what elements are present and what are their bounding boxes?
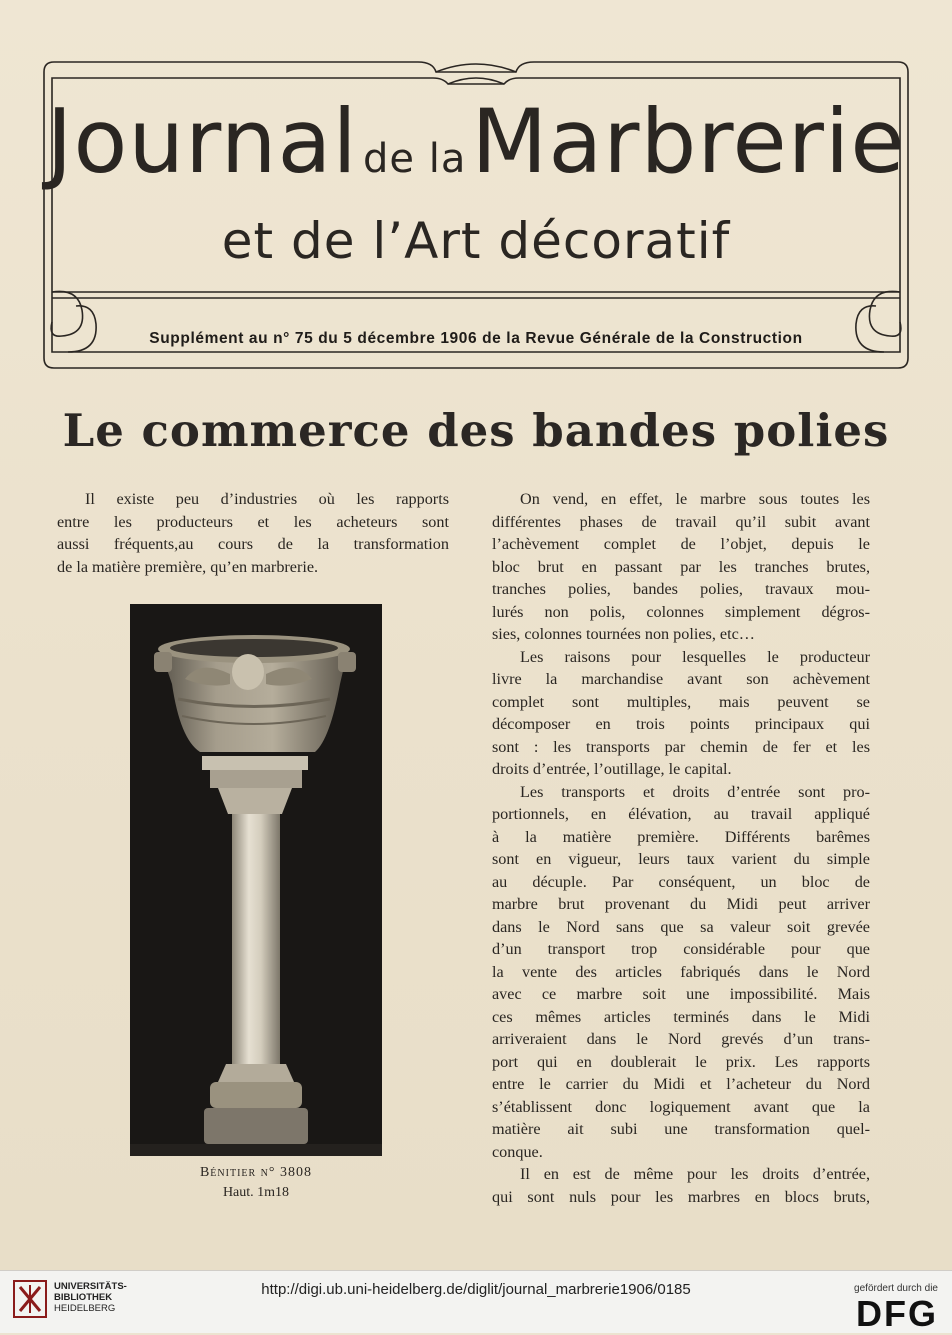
text-line: tranches polies, bandes polies, travaux mou- [492, 580, 870, 598]
left-paragraph [57, 488, 449, 578]
text-line: sies, colonnes tournées non polies, etc… [492, 625, 755, 643]
text-line: aussi fréquents,au cours de la transformation [57, 535, 449, 553]
caption-title: Bénitier n° 3808 [199, 1165, 313, 1180]
text-line: avec ce marbre soit une impossibilité. Mais [492, 985, 870, 1003]
title-marbrerie: Marbrerie [471, 90, 906, 193]
journal-subtitle: et de l’Art décoratif [221, 212, 731, 270]
text-line: port qui en doublerait le prix. Les rapports [492, 1052, 870, 1071]
left-column [57, 488, 449, 578]
photo-caption [130, 1163, 382, 1203]
right-paragraph-1 [492, 488, 870, 646]
text-line: marbre brut provenant du Midi peut arriver [492, 895, 870, 913]
text-line: la vente des articles fabriqués dans le Nord [492, 962, 870, 981]
dfg-logo: DFG [856, 1293, 938, 1334]
title-journal: Journal [46, 90, 358, 193]
text-line: Les transports et droits d’entrée sont pro- [520, 782, 870, 801]
text-line: conque. [492, 1142, 543, 1161]
text-line: complet sont multiples, mais peuvent se [492, 692, 870, 711]
text-line: arriveraient dans le Nord grevés d’un trans- [492, 1030, 870, 1048]
supplement-line: Supplément au n° 75 du 5 décembre 1906 de la Revue Générale de la Construction [149, 330, 803, 347]
text-line: de la matière première, qu’en marbrerie. [57, 557, 319, 576]
text-line: Il existe peu d’industries où les rapports [85, 490, 449, 508]
text-line: entre les producteurs et les acheteurs sont [57, 512, 449, 531]
text-line: On vend, en effet, le marbre sous toutes les [520, 490, 870, 508]
right-paragraph-2 [492, 646, 870, 781]
right-column [492, 488, 870, 1208]
text-line: différentes phases de travail qu’il subit avant [492, 512, 870, 531]
text-line: au décuple. Par conséquent, un bloc de [492, 872, 870, 891]
text-line: ces mêmes articles terminés dans le Midi [492, 1007, 870, 1026]
journal-title [38, 90, 914, 193]
text-line: d’un transport trop considérable pour que [492, 940, 870, 958]
text-line: matière ait subi une transformation quel- [492, 1120, 870, 1138]
permalink-url[interactable]: http://digi.ub.uni-heidelberg.de/diglit/journal_marbrerie1906/0185 [261, 1281, 691, 1298]
text-line: l’achèvement complet de l’objet, depuis le [492, 535, 870, 553]
text-line: qui sont nuls pour les marbres en blocs bruts, [492, 1187, 870, 1206]
uni-line1: UNIVERSITÄTS- [54, 1281, 127, 1292]
text-line: décomposer en trois points principaux qui [492, 715, 870, 733]
text-line: portionnels, en élévation, au travail appliqué [492, 805, 870, 823]
holy-water-font-illustration [130, 604, 382, 1156]
benitier-photo [130, 604, 382, 1156]
caption-height: Haut. 1m18 [222, 1185, 290, 1200]
text-line: Il en est de même pour les droits d’entrée, [520, 1165, 870, 1183]
text-line: droits d’entrée, l’outillage, le capital. [492, 760, 732, 778]
masthead [38, 52, 914, 378]
text-line: dans le Nord sans que sa valeur soit grevée [492, 917, 870, 936]
text-line: sont : les transports par chemin de fer et les [492, 737, 870, 756]
text-line: bloc brut en passant par les tranches brutes, [492, 557, 870, 576]
right-paragraph-3 [492, 781, 870, 1164]
right-paragraph-4 [492, 1163, 870, 1208]
viewer-footer [0, 1270, 952, 1333]
article-headline: Le commerce des bandes polies [62, 404, 890, 457]
text-line: s’établissent donc logiquement avant que la [492, 1097, 870, 1116]
uni-line3: HEIDELBERG [54, 1303, 116, 1314]
dfg-funding-label: gefördert durch die [854, 1283, 938, 1294]
uni-line2: BIBLIOTHEK [54, 1292, 113, 1303]
text-line: à la matière première. Différents barêmes [492, 827, 870, 846]
text-line: Les raisons pour lesquelles le producteur [520, 647, 870, 666]
title-de-la: de la [362, 136, 467, 182]
text-line: sont en vigueur, leurs taux varient du simple [492, 850, 870, 868]
text-line: entre le carrier du Midi et l’acheteur du Nord [492, 1075, 870, 1093]
text-line: livre la marchandise avant son achèvement [492, 670, 870, 688]
text-line: lurés non polis, colonnes simplement dégros- [492, 602, 870, 621]
